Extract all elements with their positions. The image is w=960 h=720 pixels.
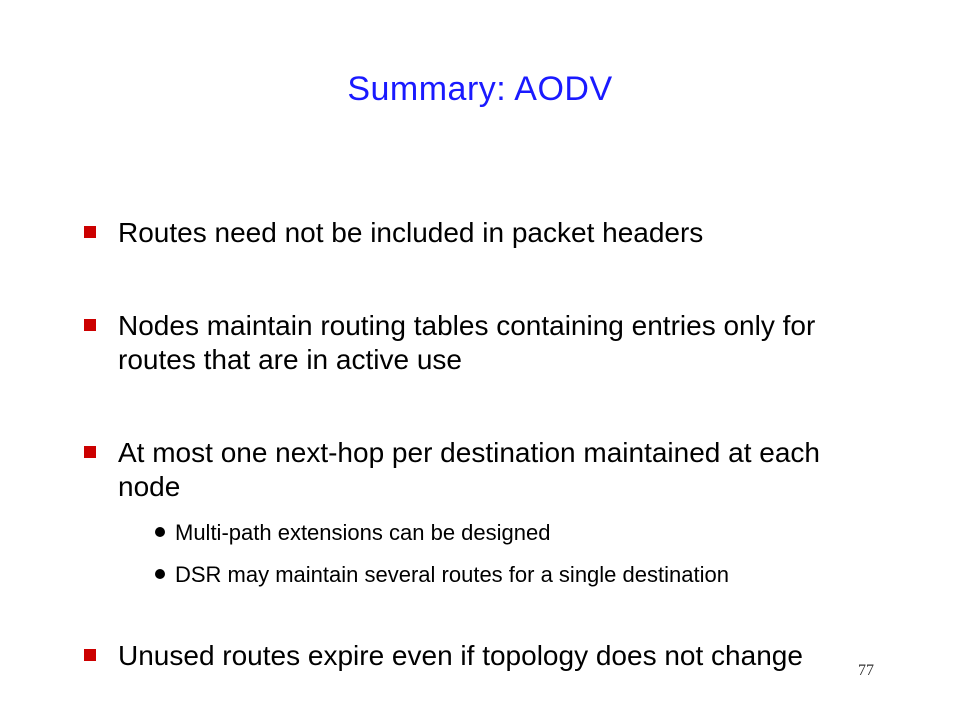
bullet-text: Routes need not be included in packet headers: [118, 217, 704, 248]
bullet-text: Nodes maintain routing tables containing entries only for routes that are in active use: [118, 310, 816, 375]
square-bullet-icon: [84, 319, 96, 331]
page-number: 77: [858, 662, 874, 679]
square-bullet-icon: [84, 226, 96, 238]
bullet-item: [84, 216, 864, 250]
sub-bullet-item: [155, 519, 875, 547]
slide-title: Summary: AODV: [347, 70, 613, 108]
bullet-item: [84, 436, 864, 504]
sub-bullet-item: [155, 561, 875, 589]
square-bullet-icon: [84, 446, 96, 458]
square-bullet-icon: [84, 649, 96, 661]
bullet-text: At most one next-hop per destination maintained at each node: [118, 437, 820, 502]
round-dot-icon: [155, 527, 165, 537]
bullet-item: [84, 309, 864, 377]
round-dot-icon: [155, 569, 165, 579]
bullet-text: Unused routes expire even if topology does not change: [118, 640, 803, 671]
sub-bullet-text: Multi-path extensions can be designed: [175, 520, 551, 545]
sub-bullet-text: DSR may maintain several routes for a single destination: [175, 562, 729, 587]
bullet-item: [84, 639, 804, 673]
